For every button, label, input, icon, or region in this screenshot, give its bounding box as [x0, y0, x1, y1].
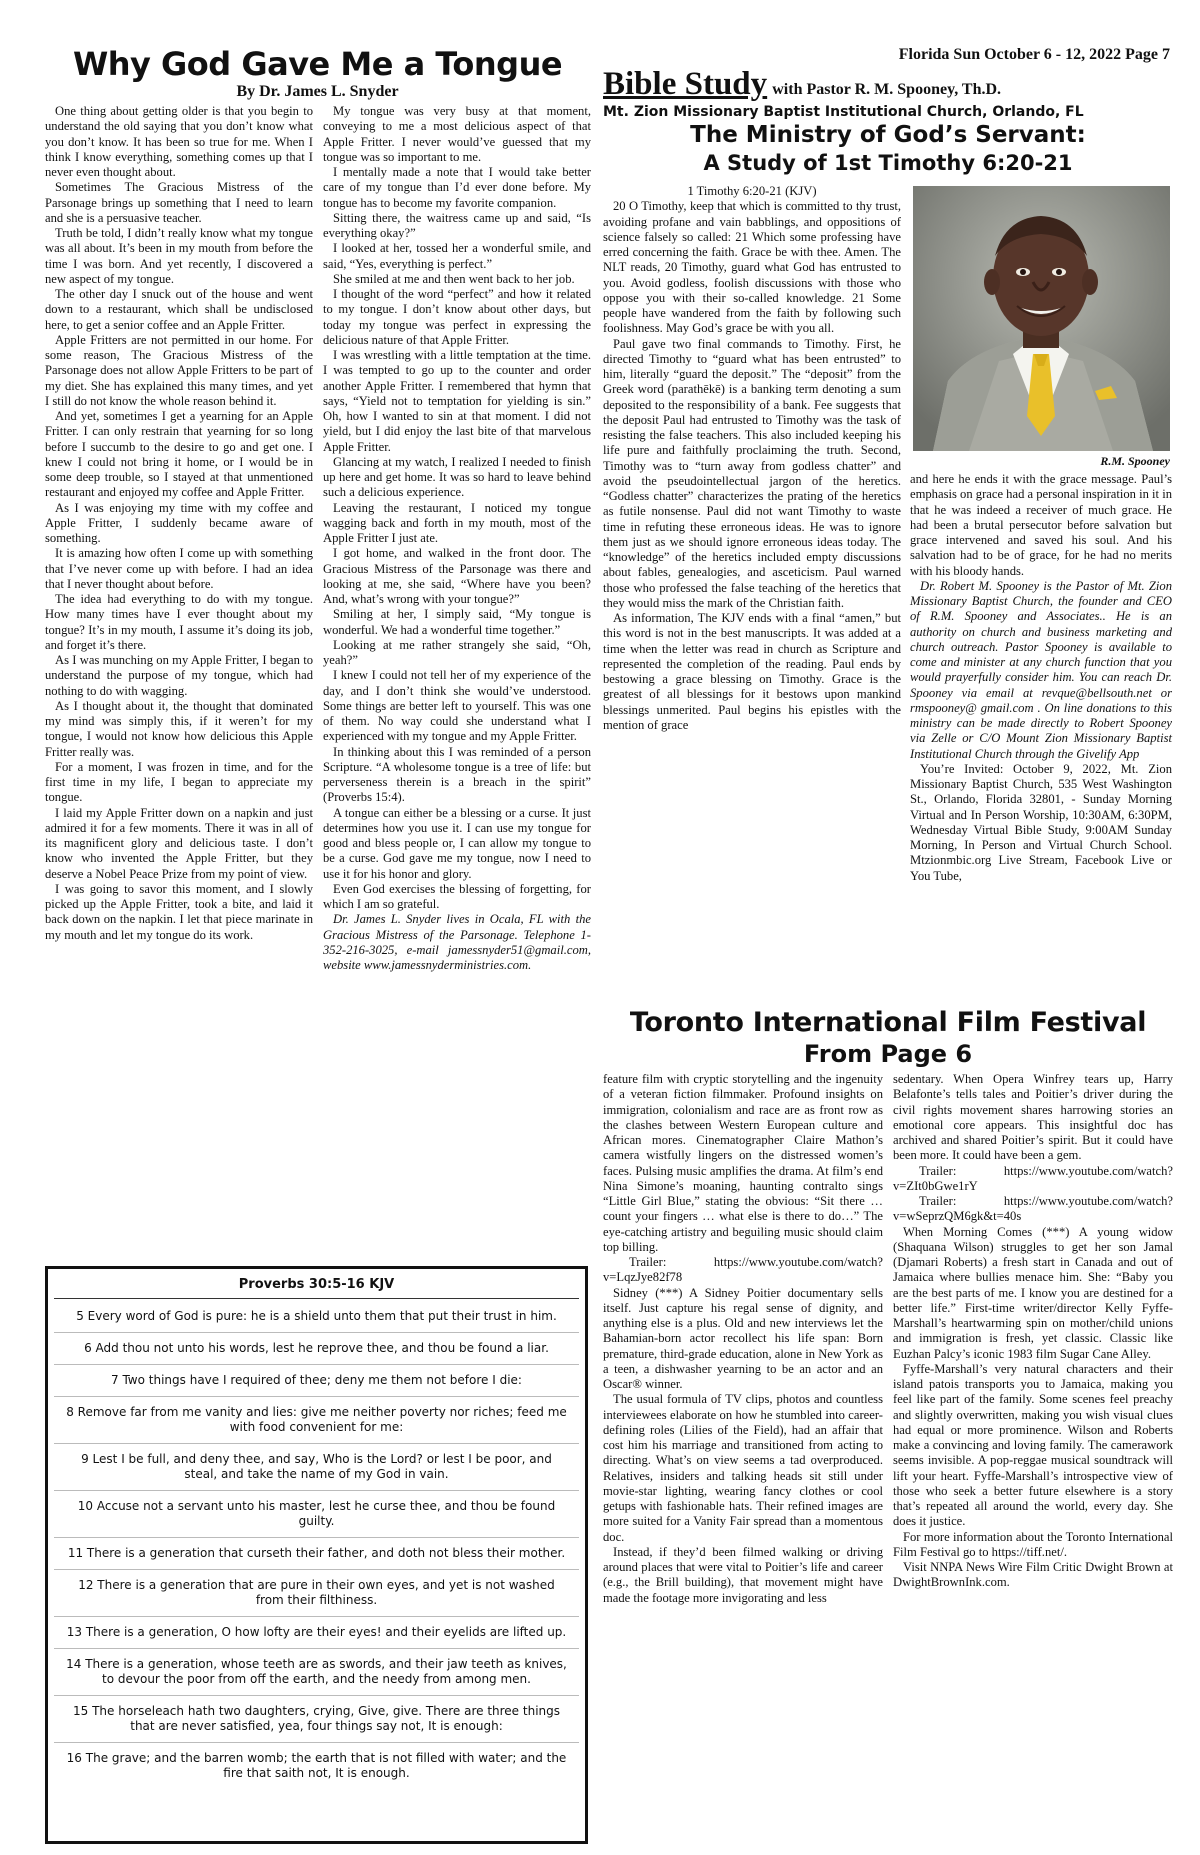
tongue-byline: By Dr. James L. Snyder — [236, 83, 399, 100]
invitation: You’re Invited: October 9, 2022, Mt. Zion Missionary Baptist Church, 535 West Washington St., Orlando, Florida 32801, - Sunday Morning Virtual and In Person Worship, 10:30AM, 6:30PM, Wednesday Virtual Bible Study, 9:00AM Sunday Morning, In Person and Virtual Church School. Mtzionmbic.org Live Stream, Facebook Live or You Tube, — [910, 761, 1172, 883]
verse: 6 Add thou not unto his words, lest he reprove thee, and thou be found a liar. — [84, 1341, 549, 1355]
tongue-header — [45, 45, 590, 101]
paragraph: And yet, sometimes I get a yearning for an Apple Fritter. I can only restrain that yearning for so long before I succumb to the desire to go and get one. I knew I could not bring it home, or I would be in some deep trouble, so I stayed at that unmentioned restaurant and enjoyed my coffee and Apple Fritter. — [45, 409, 313, 500]
paragraph: I was going to savor this moment, and I slowly picked up the Apple Fritter, took a bite, and laid it back down on the napkin. I let that piece marinate in my mouth and let my tongue do its work. — [45, 881, 313, 942]
verse: 8 Remove far from me vanity and lies: give me neither poverty nor riches; feed me with food convenient for me: — [66, 1405, 567, 1434]
tongue-column-1 — [45, 104, 313, 943]
bible-study-masthead — [603, 66, 1183, 103]
paragraph: I looked at her, tossed her a wonderful smile, and said, “Yes, everything is perfect.” — [323, 241, 591, 271]
verse: 15 The horseleach hath two daughters, crying, Give, give. There are three things that are never satisfied, yea, four things say not, It is enough: — [73, 1704, 560, 1733]
paragraph: A tongue can either be a blessing or a curse. It just determines how you use it. I can use my tongue for good and bless people or, I can allow my tongue to be a curse. God gave me my tongue, now I need to use it for his honor and glory. — [323, 805, 591, 881]
paragraph: It is amazing how often I come up with something that I’ve never come up with before. I had an idea that I never thought about before. — [45, 546, 313, 591]
paragraph: In thinking about this I was reminded of a person Scripture. “A wholesome tongue is a tree of life: but perverseness therein is a breach in the spirit” (Proverbs 15:4). — [323, 744, 591, 805]
divider — [54, 1648, 579, 1649]
paragraph: As I thought about it, the thought that dominated my mind was simply this, if it weren’t for my tongue, I would not know how delicious this Apple Fritter really was. — [45, 698, 313, 759]
paragraph: Sitting there, the waitress came up and said, “Is everything okay?” — [323, 210, 591, 240]
paragraph: Glancing at my watch, I realized I needed to finish up here and get home. It was so hard to leave behind such a delicious experience. — [323, 454, 591, 500]
paragraph: sedentary. When Opera Winfrey tears up, Harry Belafonte’s tells tales and Poitier’s driver during the civil rights movement shares harrowing stories an emotional core appears. This insightful doc has archived and shared Poitier’s spirit. But it could have been more. It could have been a gem. — [893, 1072, 1173, 1163]
divider — [54, 1569, 579, 1570]
paragraph: As I was munching on my Apple Fritter, I began to understand the purpose of my tongue, which had nothing to do with wagging. — [45, 653, 313, 698]
paragraph: The usual formula of TV clips, photos and countless interviewees elaborate on how he stumbled into career-defining roles (Lilies of the Field), had an affair that cost him his marriage and transitioned from acting to directing. What’s on view seems a tad overproduced. Relatives, insiders and talking heads sit still under movie-star lighting, wearing fancy clothes or cool getups with fashionable hats. Their refined images are more suited for a Vanity Fair spread than a momentous doc. — [603, 1392, 883, 1544]
page-dateline: Florida Sun October 6 - 12, 2022 Page 7 — [898, 46, 1170, 63]
paragraph: The idea had everything to do with my tongue. How many times have I ever thought about my tongue? It’s in my mouth, I assume it’s doing its job, and forget it’s there. — [45, 592, 313, 652]
verse: 10 Accuse not a servant unto his master, lest he curse thee, and thou be found guilty. — [77, 1499, 556, 1528]
ministry-heading: The Ministry of God’s Servant: — [690, 122, 1086, 148]
paragraph: I mentally made a note that I would take better care of my tongue than I’d ever done before. My tongue has to become my favorite companion. — [323, 165, 591, 210]
divider — [54, 1490, 579, 1491]
divider — [54, 1537, 579, 1538]
paragraph: As I was enjoying my time with my coffee and Apple Fritter, I suddenly became aware of something. — [45, 500, 313, 545]
divider — [54, 1443, 579, 1444]
divider — [54, 1695, 579, 1696]
proverbs-verses — [48, 1309, 585, 1781]
portrait-icon — [913, 186, 1170, 451]
tiff-title: Toronto International Film Festival — [629, 1007, 1147, 1038]
paragraph: Leaving the restaurant, I noticed my tongue wagging back and forth in my mouth, most of the Apple Fritter I just ate. — [323, 500, 591, 545]
paragraph: 20 O Timothy, keep that which is committed to thy trust, avoiding profane and vain babblings, and oppositions of science falsely so called: 21 Which some professing have erred concerning the faith. Grace be with thee. Amen. The NLT reads, 20 Timothy, guard what God has entrusted to you. Avoid godless, foolish discussions with those who oppose you with their so-called knowledge. 21 Some people have wandered from the faith by following such foolishness. May God’s grace be with you all. — [603, 199, 901, 336]
verse: 14 There is a generation, whose teeth are as swords, and their jaw teeth as knives, to devour the poor from off the earth, and the needy from among men. — [66, 1657, 567, 1686]
paragraph: As information, The KJV ends with a final “amen,” but this word is not in the best manuscripts. It was added at a time when the letter was read in church as Scripture and represented the completion of the reading. Paul ends by bestowing a grace blessing on Timothy. Grace is the greatest of all blessings for it bestows upon mankind blessings unmerited. Paul begins his epistles with the mention of grace — [603, 611, 901, 732]
paragraph: Smiling at her, I simply said, “My tongue is wonderful. We had a wonderful time together.” — [323, 607, 591, 637]
photo-caption: R.M. Spooney — [1100, 454, 1170, 468]
bible-column-1 — [603, 184, 901, 733]
verse: 13 There is a generation, O how lofty are their eyes! and their eyelids are lifted up. — [66, 1625, 567, 1639]
divider — [54, 1396, 579, 1397]
paragraph: The other day I snuck out of the house and went down to a restaurant, which shall be undisclosed here, to get a senior coffee and an Apple Fritter. — [45, 287, 313, 332]
tiff-subtitle: From Page 6 — [803, 1040, 973, 1068]
paragraph: Trailer: https://www.youtube.com/watch?v=wSeprzQM6gk&t=40s — [893, 1194, 1173, 1224]
divider — [54, 1364, 579, 1365]
bible-study-pastor: with Pastor R. M. Spooney, Th.D. — [772, 81, 1002, 98]
tongue-title: Why God Gave Me a Tongue — [72, 45, 563, 83]
paragraph: My tongue was very busy at that moment, conveying to me a most delicious aspect of that Apple Fritter. I never would’ve guessed that my tongue was so important to me. — [323, 104, 591, 164]
paragraph: Paul gave two final commands to Timothy. First, he directed Timothy to “guard what has been entrusted” to him, literally “guard the deposit.” The “deposit” from the Greek word (parathēkē) is a banking term denoting a sum deposited to the responsibility of a bank. Fee suggests that the deposit Paul had entrusted to Timothy was the task of resisting the false teachers. This also included keeping his life pure and faithfully proclaiming the truth. Second, Timothy was to “turn away from godless chatter” and avoid the pseudointellectual jargon of the heretics. “Godless chatter” characterizes the prating of the heretics as futile nonsense. Paul did not want Timothy to waste time in refuting these erroneous ideas. He was to ignore them just as we should ignore erroneous ideas today. The “knowledge” of the heretics included empty discussions about fables, genealogies, and asceticism. Paul warned those who professed the false teaching of the heretics that they would miss the mark of the Christian faith. — [603, 336, 901, 610]
bible-study-title: Bible Study — [603, 66, 768, 102]
verse: 5 Every word of God is pure: he is a shield unto them that put their trust in him. — [76, 1309, 557, 1323]
church-name: Mt. Zion Missionary Baptist Institutional Church, Orlando, FL — [603, 104, 1084, 120]
paragraph: I got home, and walked in the front door. The Gracious Mistress of the Parsonage was there and looking at me, she said, “Where have you been? And, what’s wrong with your tongue?” — [323, 546, 591, 606]
divider — [54, 1298, 579, 1299]
author-bio: Dr. James L. Snyder lives in Ocala, FL with the Gracious Mistress of the Parsonage. Telephone 1-352-216-3025, e-mail jamessnyder51@gmail.com, website www.jamessnyderministries.com. — [323, 912, 591, 972]
verse: 16 The grave; and the barren womb; the earth that is not filled with water; and the fire that saith not, It is enough. — [66, 1751, 567, 1780]
paragraph: Fyffe-Marshall’s very natural characters and their island patois transports you to Jamaica, making you feel like part of the family. Some scenes feel preachy and slightly overwritten, making you wish visual clues had equal or more prominence. Wilson and Roberts make a convincing and loving family. The camerawork seems invisible. A pop-reggae musical soundtrack will lift your heart. Fyffe-Marshall’s introspective view of those who seek a better future elsewhere is a story that’s repeated all around the world, every day. She does it justice. — [893, 1361, 1173, 1529]
paragraph: Sometimes The Gracious Mistress of the Parsonage brings up something that I need to learn and she is a persuasive teacher. — [45, 180, 313, 225]
scripture-reference: 1 Timothy 6:20-21 (KJV) — [687, 184, 817, 198]
bible-column-2 — [910, 472, 1172, 884]
ministry-subheading: A Study of 1st Timothy 6:20-21 — [703, 151, 1073, 175]
tiff-column-1 — [603, 1072, 883, 1606]
divider — [54, 1616, 579, 1617]
verse: 11 There is a generation that curseth their father, and doth not bless their mother. — [67, 1546, 566, 1560]
paragraph: Looking at me rather strangely she said, “Oh, yeah?” — [323, 637, 591, 667]
paragraph: For more information about the Toronto International Film Festival go to https://tiff.net/. — [893, 1529, 1173, 1559]
paragraph: One thing about getting older is that you begin to understand the old saying that you don’t know what you don’t know. It has been so true for me. When I think I know everything, something comes up that I never even thought about. — [45, 104, 313, 179]
divider — [54, 1332, 579, 1333]
paragraph: For a moment, I was frozen in time, and for the first time in my life, I began to appreciate my tongue. — [45, 759, 313, 805]
paragraph: Trailer: https://www.youtube.com/watch?v=LqzJye82f78 — [603, 1255, 883, 1285]
verse: 12 There is a generation that are pure in their own eyes, and yet is not washed from their filthiness. — [78, 1578, 555, 1607]
paragraph: When Morning Comes (***) A young widow (Shaquana Wilson) struggles to get her son Jamal (Djamari Roberts) a fresh start in Canada and out of Jamaica where bullies menace him. She: “Baby you are the best parts of me. I know you are destined for a better life.” First-time writer/director Kelly Fyffe-Marshall’s heartwarming spin on mother/child unions and immigration is fresh, yet classic. Classic like Euzhan Palcy’s iconic 1983 film Sugar Cane Alley. — [893, 1224, 1173, 1361]
paragraph: I laid my Apple Fritter down on a napkin and just admired it for a few moments. There it was in all of its magnificent glory and delicious taste. I don’t know who invented the Apple Fritter, but they deserve a Nobel Peace Prize from my point of view. — [45, 805, 313, 881]
paragraph: I was wrestling with a little temptation at the time. I was tempted to go up to the counter and order another Apple Fritter. I remembered that hymn that says, “Yield not to temptation for yielding is sin.” Oh, how I wanted to sin at that moment. I did not yield, but I did enjoy the last bite of that marvelous Apple Fritter. — [323, 348, 591, 454]
paragraph: Apple Fritters are not permitted in our home. For some reason, The Gracious Mistress of the Parsonage does not allow Apple Fritters to be part of my diet. She has explained this many times, and yet I still do not know the whole reason behind it. — [45, 332, 313, 408]
verse: 7 Two things have I required of thee; deny me them not before I die: — [111, 1373, 522, 1387]
divider — [54, 1742, 579, 1743]
paragraph: and here he ends it with the grace message. Paul’s emphasis on grace had a personal inspiration in it in that he was indeed a receiver of much grace. He had been a brutal persecutor before salvation but grace intervened and saved his soul. And his salvation had to be of grace, for he had no merits with his bloody hands. — [910, 472, 1172, 578]
paragraph: Trailer: https://www.youtube.com/watch?v=ZIt0bGwe1rY — [893, 1163, 1173, 1193]
paragraph: She smiled at me and then went back to her job. — [333, 271, 575, 286]
paragraph: I knew I could not tell her of my experience of the day, and I don’t think she would’ve understood. Some things are better left to yourself. This was one of them. No way could she understand what I experienced with my tongue and my Apple Fritter. — [323, 668, 591, 744]
paragraph: feature film with cryptic storytelling and the ingenuity of a veteran fiction filmmaker. Profound insights on immigration, colonialism and race are as front row as the clashes between Western European culture and African mores. Cinematographer Claire Mathon’s camera wistfully lingers on the distressed women’s faces. Pulsing music amplifies the drama. At film’s end Nina Simone’s moaning, haunting contralto sings “Little Girl Blue,” stating the obvious: “Sit there … count your fingers … what else is there to do…” The eye-catching artistry and beguiling music should claim top billing. — [603, 1072, 883, 1254]
proverbs-box — [45, 1266, 588, 1844]
verse: 9 Lest I be full, and deny thee, and say, Who is the Lord? or lest I be poor, and steal, and take the name of my God in vain. — [81, 1452, 552, 1481]
proverbs-title: Proverbs 30:5-16 KJV — [238, 1277, 395, 1292]
pastor-bio: Dr. Robert M. Spooney is the Pastor of Mt. Zion Missionary Baptist Church, the founder and CEO of R.M. Spooney and Associates.. He is an authority on church and business marketing and church outreach. Pastor Spooney is available to come and minister at any church function that you would prayerfully consider him. You can reach Dr. Spooney via email at revque@bellsouth.net or rmspooney@ gmail.com . On line donations to this ministry can be made directly to Robert Spooney via Zelle or C/O Mount Zion Missionary Baptist Institutional Church through the Givelify App — [910, 578, 1172, 761]
paragraph: Even God exercises the blessing of forgetting, for which I am so grateful. — [323, 881, 591, 911]
paragraph: Visit NNPA News Wire Film Critic Dwight Brown at DwightBrownInk.com. — [893, 1560, 1173, 1590]
paragraph: Sidney (***) A Sidney Poitier documentary sells itself. Just capture his regal sense of dignity, and anything else is a plus. Old and new interviews let the Bahamian-born actor recollect his life span: Born premature, third-grade education, alone in New York as a teen, a dishwasher yearning to be an actor and an Oscar® winner. — [603, 1285, 883, 1391]
paragraph: Truth be told, I didn’t really know what my tongue was all about. It’s been in my mouth from before the time I was born. And yet recently, I discovered a new aspect of my tongue. — [45, 226, 313, 286]
paragraph: I thought of the word “perfect” and how it related to my tongue. I don’t know about other days, but today my tongue was perfect in expressing the delicious nature of that Apple Fritter. — [323, 287, 591, 347]
tiff-column-2 — [893, 1072, 1173, 1591]
pastor-photo — [913, 186, 1170, 451]
tongue-column-2 — [323, 104, 591, 973]
paragraph: Instead, if they’d been filmed walking or driving around places that were vital to Poitier’s life and career (e.g., the Brill building), that movement might have made the footage more invigorating and less — [603, 1544, 883, 1605]
